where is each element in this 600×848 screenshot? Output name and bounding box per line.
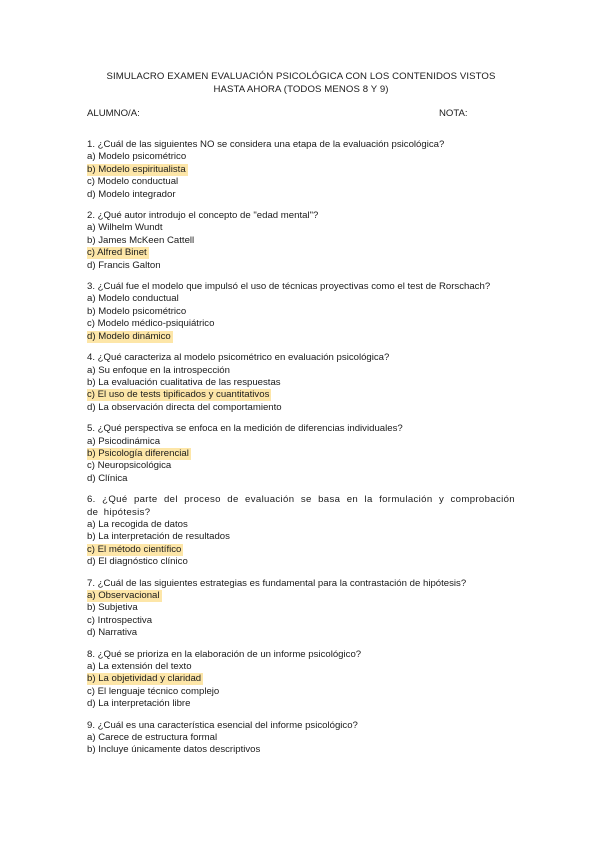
answer-option	[87, 247, 515, 259]
answer-option-text: a) Carece de estructura formal	[87, 732, 218, 744]
answer-option-text: c) Introspectiva	[87, 614, 153, 626]
correct-answer-highlight: b) Modelo espiritualista	[87, 163, 186, 175]
question-text: 4. ¿Qué caracteriza al modelo psicométrico en evaluación psicológica?	[87, 352, 390, 364]
answer-option	[87, 473, 515, 485]
answer-option-text: a) Psicodinámica	[87, 435, 161, 447]
correct-answer-highlight: a) Observacional	[87, 590, 160, 601]
correct-answer-highlight: c) El método científico	[87, 543, 182, 555]
answer-option-text: c) Modelo médico-psiquiátrico	[87, 318, 215, 330]
answer-option	[87, 151, 515, 163]
answer-option	[87, 673, 515, 685]
answer-option	[87, 436, 515, 448]
answer-option-text: b) La evaluación cualitativa de las respuestas	[87, 376, 281, 388]
question-4	[87, 352, 515, 414]
question-text: 7. ¿Cuál de las siguientes estrategias es fundamental para la contrastación de hipótesis?	[87, 577, 467, 589]
answer-option	[87, 590, 515, 602]
answer-option	[87, 318, 515, 330]
grade-label: NOTA:	[439, 108, 468, 119]
answer-option	[87, 402, 515, 414]
answer-option-text: b) Modelo psicométrico	[87, 305, 187, 317]
answer-option	[87, 377, 515, 389]
answer-option	[87, 686, 515, 698]
correct-answer-highlight: c) Alfred Binet	[87, 247, 147, 259]
answer-option-text: d) La observación directa del comportamiento	[87, 401, 282, 413]
question-3	[87, 281, 515, 343]
answer-option	[87, 627, 515, 639]
question-7	[87, 578, 515, 640]
answer-option-text: a) La extensión del texto	[87, 661, 192, 673]
answer-option-text: a) Modelo psicométrico	[87, 151, 187, 163]
question-text: 3. ¿Cuál fue el modelo que impulsó el uso de técnicas proyectivas como el test de Rorschach?	[87, 281, 491, 293]
answer-option-text: d) Modelo integrador	[87, 188, 176, 200]
answer-option-text: b) James McKeen Cattell	[87, 234, 195, 246]
question-2	[87, 210, 515, 272]
answer-option-text: d) Clínica	[87, 472, 128, 484]
question-text: 1. ¿Cuál de las siguientes NO se considera una etapa de la evaluación psicológica?	[87, 139, 445, 150]
answer-option	[87, 698, 515, 710]
question-1	[87, 139, 515, 201]
question-text: 9. ¿Cuál es una característica esencial del informe psicológico?	[87, 719, 358, 731]
answer-option	[87, 235, 515, 247]
answer-option	[87, 615, 515, 627]
student-grade-row	[87, 107, 515, 120]
question-5	[87, 423, 515, 485]
question-list	[87, 139, 515, 757]
question-text: 2. ¿Qué autor introdujo el concepto de "edad mental"?	[87, 210, 319, 222]
answer-option-text: a) La recogida de datos	[87, 518, 188, 530]
correct-answer-highlight: b) La objetividad y claridad	[87, 673, 202, 685]
question-9	[87, 720, 515, 757]
answer-option	[87, 365, 515, 377]
answer-option	[87, 189, 515, 201]
answer-option	[87, 306, 515, 318]
answer-option	[87, 661, 515, 673]
answer-option-text: c) Neuropsicológica	[87, 460, 172, 472]
answer-option	[87, 519, 515, 531]
answer-option-text: a) Su enfoque en la introspección	[87, 364, 230, 376]
answer-option	[87, 293, 515, 305]
answer-option	[87, 556, 515, 568]
exam-title	[87, 70, 515, 96]
answer-option-text: a) Modelo conductual	[87, 293, 179, 305]
answer-option	[87, 460, 515, 472]
answer-option-text: b) Incluye únicamente datos descriptivos	[87, 744, 261, 756]
question-8	[87, 649, 515, 711]
answer-option	[87, 164, 515, 176]
exam-title-line-2: HASTA AHORA (TODOS MENOS 8 Y 9)	[213, 84, 389, 95]
question-text: 8. ¿Qué se prioriza en la elaboración de un informe psicológico?	[87, 648, 362, 660]
answer-option	[87, 389, 515, 401]
answer-option	[87, 744, 515, 756]
answer-option	[87, 176, 515, 188]
question-text: 5. ¿Qué perspectiva se enfoca en la medición de diferencias individuales?	[87, 423, 403, 435]
answer-option	[87, 544, 515, 556]
answer-option-text: c) El lenguaje técnico complejo	[87, 685, 220, 697]
question-6	[87, 494, 515, 568]
answer-option-text: a) Wilhelm Wundt	[87, 222, 163, 234]
answer-option	[87, 732, 515, 744]
answer-option-text: c) Modelo conductual	[87, 176, 179, 188]
answer-option-text: b) Subjetiva	[87, 602, 138, 614]
student-label: ALUMNO/A:	[87, 108, 140, 119]
answer-option	[87, 531, 515, 543]
correct-answer-highlight: b) Psicología diferencial	[87, 447, 189, 459]
answer-option-text: d) La interpretación libre	[87, 698, 191, 710]
correct-answer-highlight: d) Modelo dinámico	[87, 330, 171, 342]
answer-option	[87, 448, 515, 460]
answer-option-text: d) Francis Galton	[87, 259, 161, 271]
answer-option-text: d) El diagnóstico clínico	[87, 556, 188, 568]
answer-option-text: d) Narrativa	[87, 627, 138, 639]
correct-answer-highlight: c) El uso de tests tipificados y cuantitativos	[87, 389, 270, 401]
answer-option	[87, 602, 515, 614]
answer-option-text: b) La interpretación de resultados	[87, 531, 230, 543]
exam-title-line-1: SIMULACRO EXAMEN EVALUACIÓN PSICOLÓGICA CON LOS CONTENIDOS VISTOS	[106, 71, 496, 82]
answer-option	[87, 331, 515, 343]
answer-option	[87, 260, 515, 272]
answer-option	[87, 222, 515, 234]
question-text: 6. ¿Qué parte del proceso de evaluación se basa en la formulación y comprobación de hipótesis?	[87, 494, 515, 518]
